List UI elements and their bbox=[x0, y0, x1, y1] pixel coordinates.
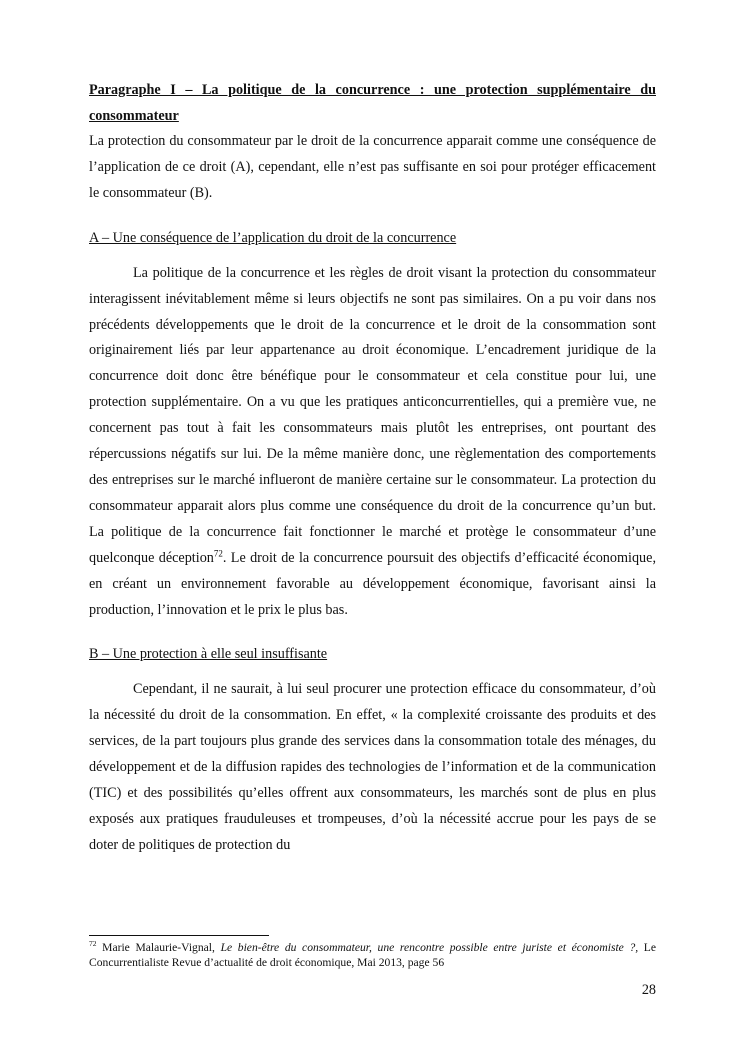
page-number: 28 bbox=[641, 982, 656, 998]
section-a-paragraph bbox=[89, 261, 656, 624]
footnote-number: 72 bbox=[89, 939, 97, 949]
footnote-reference[interactable]: 72 bbox=[213, 547, 223, 558]
footnote-source: Le Concurrentialiste Revue d’actualité de droit économique, Mai 2013, page 56 bbox=[89, 941, 657, 969]
heading-line-2: consommateur bbox=[89, 108, 179, 124]
section-b-paragraph: Cependant, il ne saurait, à lui seul procurer une protection efficace du consommateur, d’où la nécessité du droit de la consommation. En effet, « la complexité croissante des produits et des services, de la part toujours plus grande des services dans la consommation totale des ménages, du développement et de la diffusion rapides des technologies de l’information et de la communication (TIC) et des possibilités qu’elles offrent aux consommateurs, les marchés sont de plus en plus exposés aux pratiques frauduleuses et trompeuses, d’où la nécessité accrue pour les pays de se doter de politiques de protection du bbox=[89, 681, 656, 853]
footnote-title: Le bien-être du consommateur, une rencontre possible entre juriste et économiste ?, bbox=[220, 941, 639, 954]
section-b-title: B – Une protection à elle seul insuffisante bbox=[89, 646, 328, 663]
page-body bbox=[89, 77, 656, 859]
section-a-text-2: . Le droit de la concurrence poursuit des objectifs d’efficacité économique, en créant un environnement favorable au développement économique, favorisant ainsi la production, l’innovation et le prix le plus bas. bbox=[89, 549, 656, 618]
section-a-title: A – Une conséquence de l’application du droit de la concurrence bbox=[89, 229, 457, 246]
intro-paragraph: La protection du consommateur par le droit de la concurrence apparait comme une conséquence de l’application de ce droit (A), cependant, elle n’est pas suffisante en soi pour protéger efficacement le consommateur (B). bbox=[89, 133, 656, 201]
footnote bbox=[89, 940, 656, 970]
footnote-separator bbox=[89, 935, 269, 936]
footnote-author: Marie Malaurie-Vignal, bbox=[102, 941, 215, 954]
paragraph-heading bbox=[89, 77, 656, 129]
heading-line-1: Paragraphe I – La politique de la concurrence : une protection supplémentaire du bbox=[89, 82, 656, 98]
section-a-text-1: La politique de la concurrence et les règles de droit visant la protection du consommateur interagissent inévitablement même si leurs objectifs ne sont pas similaires. On a pu voir dans nos précédents développements que le droit de la concurrence et le droit de la consommation sont originairement liés par leur appartenance au droit économique. L’encadrement juridique de la concurrence doit donc être bénéfique pour le consommateur et cela constitue pour lui, une protection supplémentaire. On a vu que les pratiques anticoncurrentielles, qui a première vue, ne concernent pas tout à fait les consommateurs mais plutôt les entreprises, ont pourtant des répercussions négatifs sur lui. De la même manière donc, une règlementation des comportements des entreprises sur le marché influeront de manière certaine sur le consommateur. La protection du consommateur apparait alors plus comme une conséquence du droit de la concurrence qu’un but. La politique de la concurrence fait fonctionner le marché et protège le consommateur d’une quelconque déception bbox=[89, 264, 656, 566]
